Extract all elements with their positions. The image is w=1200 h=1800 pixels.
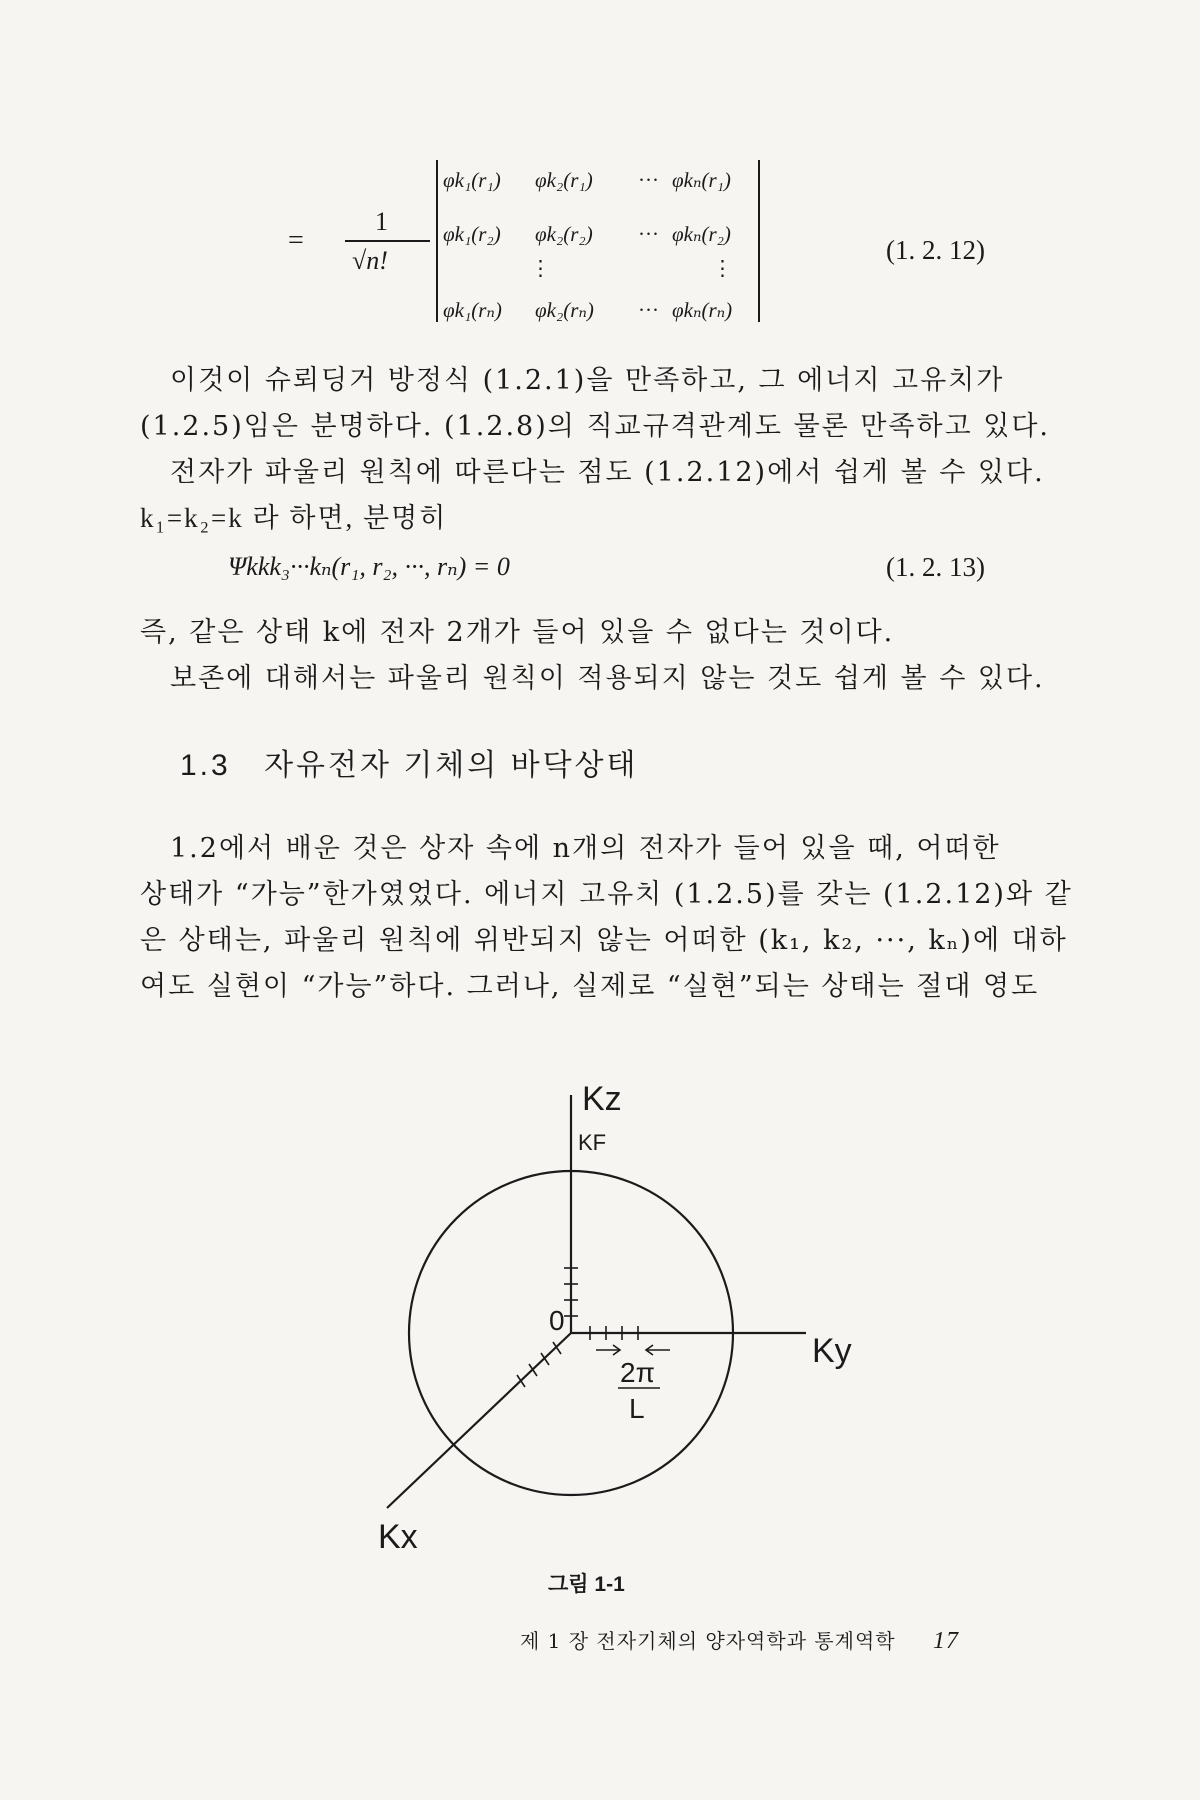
chapter-title: 제 1 장 전자기체의 양자역학과 통계역학 (520, 1629, 896, 1653)
equation-body: Ψkkk₃···kₙ(r₁, r₂, ···, rₙ) = 0 (228, 552, 510, 581)
matrix-entry: φkₙ(r₂) (672, 222, 731, 246)
text-line: 1.2에서 배운 것은 상자 속에 n개의 전자가 들어 있을 때, 어떠한 (170, 833, 1001, 864)
text-line: 여도 실현이 “가능”하다. 그러나, 실제로 “실현”되는 상태는 절대 영도 (140, 971, 1040, 1002)
matrix-ellipsis: ··· (638, 168, 659, 192)
text-line: 전자가 파울리 원칙에 따른다는 점도 (1.2.12)에서 쉽게 볼 수 있다. (170, 457, 1045, 488)
equals-sign: = (288, 225, 304, 256)
page-number: 17 (933, 1628, 959, 1654)
matrix-entry: φk₂(r₂) (535, 222, 593, 246)
kz-label: Kz (582, 1080, 622, 1118)
figure-caption: 그림 1-1 (548, 1573, 625, 1596)
text-line: 즉, 같은 상태 k에 전자 2개가 들어 있을 수 없다는 것이다. (140, 617, 895, 648)
matrix-ellipsis: ··· (638, 222, 659, 246)
fraction-numerator: 1 (375, 207, 388, 236)
fraction-denominator: √n! (352, 246, 388, 275)
text-line: (1.2.5)임은 분명하다. (1.2.8)의 직교규격관계도 물론 만족하고 있다. (140, 411, 1050, 442)
spacing-numerator: 2π (620, 1357, 655, 1388)
section-title: 자유전자 기체의 바닥상태 (264, 749, 639, 782)
text-line: 은 상태는, 파울리 원칙에 위반되지 않는 어떠한 (k₁, k₂, ···, kₙ)에 대하 (140, 925, 1068, 956)
matrix-entry: φk₂(r₁) (535, 168, 593, 192)
matrix-entry: φk₂(rₙ) (535, 298, 594, 322)
matrix-entry: φk₁(rₙ) (443, 298, 502, 322)
text-line: 보존에 대해서는 파울리 원칙이 적용되지 않는 것도 쉽게 볼 수 있다. (170, 663, 1045, 694)
text-line: 이것이 슈뢰딩거 방정식 (1.2.1)을 만족하고, 그 에너지 고유치가 (170, 365, 1005, 396)
kx-label: Kx (378, 1518, 418, 1556)
kf-label: KF (578, 1130, 607, 1155)
matrix-entry: φk₁(r₁) (443, 168, 501, 192)
matrix-entry: φkₙ(rₙ) (672, 298, 733, 322)
section-number: 1.3 (180, 749, 231, 782)
matrix-entry: φkₙ(r₁) (672, 168, 731, 192)
text-line: k₁=k₂=k 라 하면, 분명히 (140, 503, 448, 533)
equation-number: (1. 2. 13) (886, 552, 985, 582)
spacing-denominator: L (629, 1393, 645, 1424)
kx-axis (387, 1333, 571, 1508)
origin-label: 0 (549, 1305, 565, 1336)
matrix-ellipsis: ··· (638, 298, 659, 322)
running-footer (520, 1625, 959, 1655)
ky-label: Ky (812, 1332, 852, 1370)
matrix-vdots: ⋮ (530, 256, 551, 280)
equation-number: (1. 2. 12) (886, 235, 985, 265)
matrix-entry: φk₁(r₂) (443, 222, 501, 246)
text-line: 상태가 “가능”한가였었다. 에너지 고유치 (1.2.5)를 갖는 (1.2.12)와 같 (140, 879, 1073, 910)
matrix-vdots: ⋮ (712, 256, 733, 280)
